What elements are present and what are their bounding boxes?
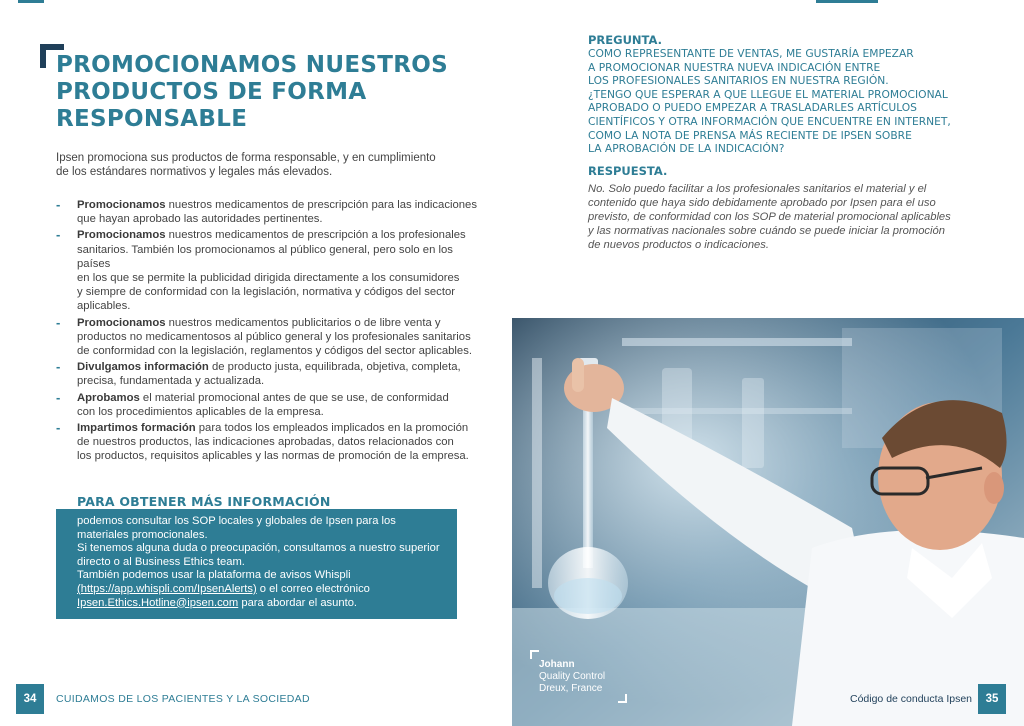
caption-bracket-icon bbox=[530, 650, 539, 659]
list-item: - Aprobamos el material promocional antes de que se use, de conformidad con los procedimientos aplicables de la empresa. bbox=[56, 389, 449, 418]
photo-caption bbox=[539, 659, 605, 695]
question-label: PREGUNTA. bbox=[588, 33, 662, 47]
dash-bullet-icon: - bbox=[56, 197, 61, 212]
list-item: - Divulgamos información de producto justa, equilibrada, objetiva, completa, precisa, fundamentada y actualizada. bbox=[56, 359, 461, 388]
footer-document-title: Código de conducta Ipsen bbox=[850, 693, 973, 705]
info-line: Si tenemos alguna duda o preocupación, consultamos a nuestro superior bbox=[77, 542, 440, 555]
info-line: podemos consultar los SOP locales y globales de Ipsen para los bbox=[77, 515, 396, 527]
footer-section-title: CUIDAMOS DE LOS PACIENTES Y LA SOCIEDAD bbox=[56, 693, 310, 705]
page-number-right: 35 bbox=[978, 684, 1006, 714]
dash-bullet-icon: - bbox=[56, 314, 61, 330]
right-page bbox=[512, 0, 1024, 726]
question-text: COMO REPRESENTANTE DE VENTAS, ME GUSTARÍA EMPEZAR A PROMOCIONAR NUESTRA NUEVA INDICACIÓN ENTRE LOS PROFESIONALES SANITARIOS EN NUESTRA REGIÓN. ¿TENGO QUE ESPERAR A QUE LLEGUE EL MATERIAL PROMOCIONAL APROBADO O PUEDO EMPEZAR A TRASLADARLES ARTÍCULOS CIENTÍFICOS Y OTRA INFORMACIÓN QUE ENCUENTRE EN INTERNET, COMO LA NOTA DE PRENSA MÁS RECIENTE DE IPSEN SOBRE LA APROBACIÓN DE LA INDICACIÓN? bbox=[588, 47, 951, 156]
dash-bullet-icon: - bbox=[56, 389, 61, 405]
info-line: Ipsen.Ethics.Hotline@ipsen.com para abordar el asunto. bbox=[77, 596, 358, 609]
info-heading: PARA OBTENER MÁS INFORMACIÓN bbox=[77, 494, 331, 509]
page-title: PROMOCIONAMOS NUESTROS PRODUCTOS DE FORMA RESPONSABLE bbox=[56, 52, 448, 132]
list-item: - Promocionamos nuestros medicamentos de prescripción a los profesionales sanitarios. También los promocionamos al público general, pero solo en los países en los que se permite la publicidad dirigida directamente a los consumidores y siempre de conformidad con la legislación, normativa y códigos del sector aplicables. bbox=[56, 227, 466, 313]
top-accent-bar bbox=[18, 0, 44, 3]
caption-bracket-icon bbox=[618, 694, 627, 703]
answer-text: No. Solo puedo facilitar a los profesionales sanitarios el material y el contenido que haya sido debidamente aprobado por Ipsen para el uso previsto, de conformidad con los SOP de material promocional aplicables y las normativas nacionales sobre cuándo se puede iniciar la promoción de nuevos productos o indicaciones. bbox=[588, 183, 951, 251]
caption-name: Johann bbox=[539, 659, 575, 670]
whispli-link[interactable]: (https://app.whispli.com/IpsenAlerts) bbox=[77, 582, 257, 595]
list-item: - Promocionamos nuestros medicamentos de prescripción para las indicaciones que hayan aprobado las autoridades pertinentes. bbox=[56, 197, 477, 226]
info-line: (https://app.whispli.com/IpsenAlerts) o el correo electrónico bbox=[77, 582, 370, 595]
intro-paragraph: Ipsen promociona sus productos de forma responsable, y en cumplimiento de los estándares normativos y legales más elevados. bbox=[56, 152, 436, 178]
list-item: - Impartimos formación para todos los empleados implicados en la promoción de nuestros productos, las indicaciones aprobadas, datos relacionados con los productos, requisitos aplicables y las normas de promoción de la empresa. bbox=[56, 420, 469, 463]
info-line: materiales promocionales. bbox=[77, 528, 208, 541]
page-number-left: 34 bbox=[16, 684, 44, 714]
dash-bullet-icon: - bbox=[56, 359, 61, 375]
caption-role: Quality Control bbox=[539, 671, 606, 682]
info-line: directo o al Business Ethics team. bbox=[77, 555, 245, 568]
answer-label: RESPUESTA. bbox=[588, 164, 668, 178]
top-accent-bar bbox=[816, 0, 878, 3]
dash-bullet-icon: - bbox=[56, 420, 61, 436]
commitments-list bbox=[56, 198, 488, 466]
dash-bullet-icon: - bbox=[56, 227, 61, 243]
list-item: - Promocionamos nuestros medicamentos publicitarios o de libre venta y productos no medicamentosos al público general y los profesionales sanitarios de conformidad con la legislación, reglamentos y códigos del sector aplicables. bbox=[56, 314, 472, 358]
ethics-email-link[interactable]: Ipsen.Ethics.Hotline@ipsen.com bbox=[77, 596, 239, 609]
info-box bbox=[56, 509, 457, 619]
caption-location: Dreux, France bbox=[539, 683, 603, 694]
info-line: También podemos usar la plataforma de avisos Whispli bbox=[77, 569, 351, 582]
